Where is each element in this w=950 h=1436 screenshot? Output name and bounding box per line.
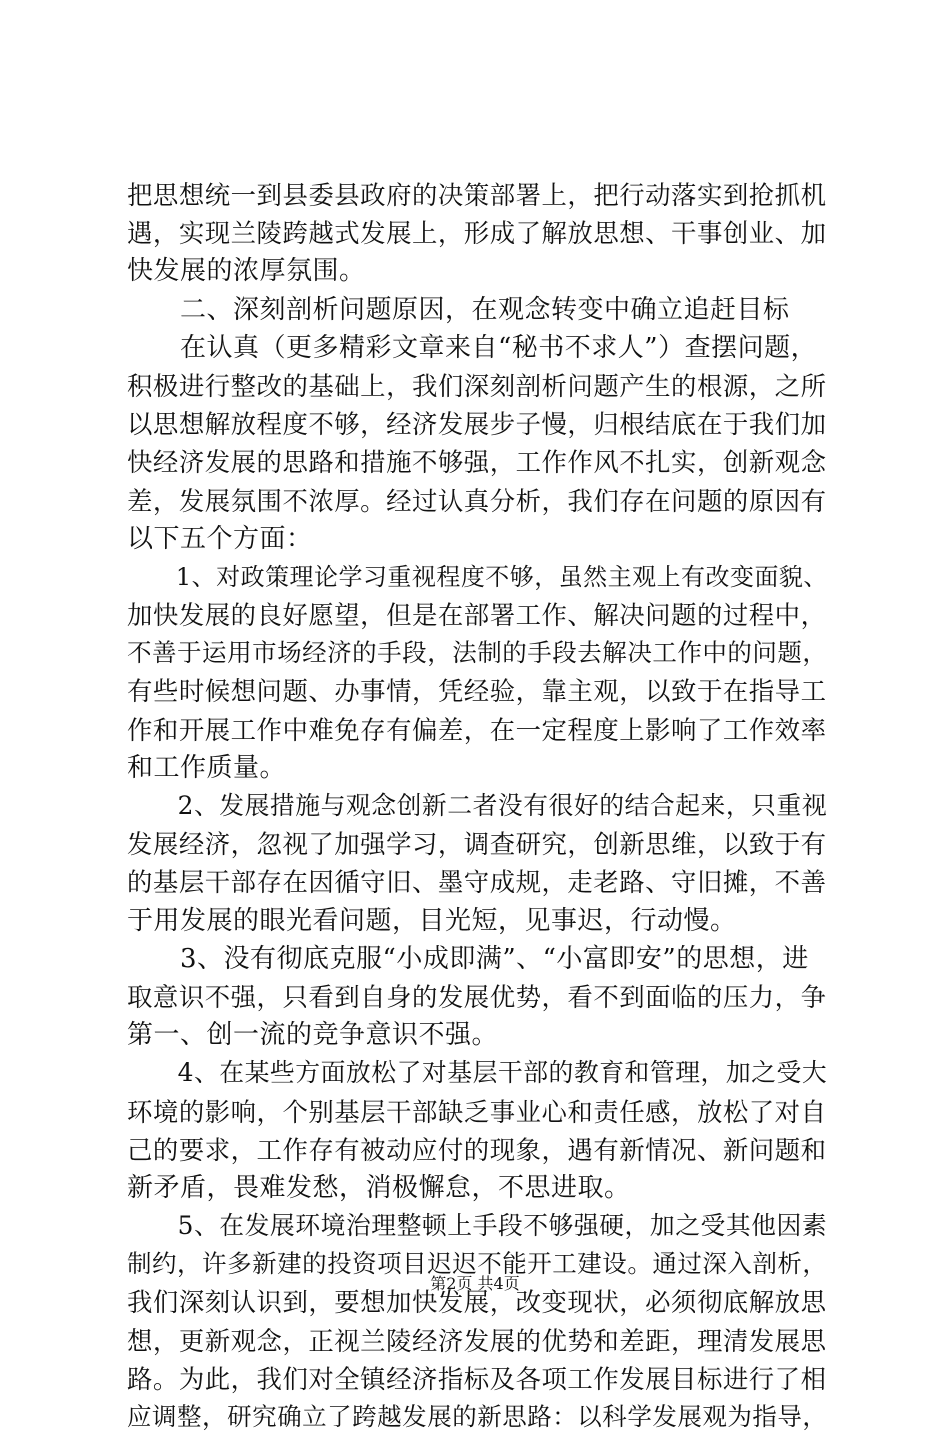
text-line: 以下五个方面： bbox=[127, 523, 313, 554]
text-line: 环境的影响，个别基层干部缺乏事业心和责任感，放松了对自 bbox=[127, 1096, 827, 1127]
text-line: 1、对政策理论学习重视程度不够，虽然主观上有改变面貌、 bbox=[127, 562, 828, 591]
text-line: 不善于运用市场经济的手段，法制的手段去解决工作中的问题， bbox=[127, 638, 828, 668]
text-line: 制约，许多新建的投资项目迟迟不能开工建设。通过深入剖析， bbox=[127, 1249, 828, 1279]
text-line: 在认真（更多精彩文章来自“秘书不求人”）查摆问题， bbox=[127, 332, 818, 363]
text-line: 5、在发展环境治理整顿上手段不够强硬，加之受其他因素 bbox=[127, 1211, 828, 1241]
text-line: 发展经济，忽视了加强学习，调查研究，创新思维，以致于有 bbox=[127, 829, 827, 860]
text-line: 作和开展工作中难免存有偏差，在一定程度上影响了工作效率 bbox=[127, 714, 827, 745]
text-line: 3、没有彻底克服“小成即满”、“小富即安”的思想，进 bbox=[127, 943, 809, 974]
text-line: 新矛盾，畏难发愁，消极懈怠，不思进取。 bbox=[127, 1172, 631, 1203]
text-line: 第一、创一流的竞争意识不强。 bbox=[127, 1020, 499, 1051]
page-footer: 第2页 共4页 bbox=[430, 1274, 520, 1293]
text-line: 二、深刻剖析问题原因，在观念转变中确立追赶目标 bbox=[127, 294, 790, 325]
text-line: 加快发展的良好愿望，但是在部署工作、解决问题的过程中， bbox=[127, 600, 827, 631]
text-line: 快发展的浓厚氛围。 bbox=[127, 256, 366, 287]
text-line: 以思想解放程度不够，经济发展步子慢，归根结底在于我们加 bbox=[127, 409, 827, 440]
text-line: 2、发展措施与观念创新二者没有很好的结合起来，只重视 bbox=[127, 791, 828, 820]
text-line: 遇，实现兰陵跨越式发展上，形成了解放思想、干事创业、加 bbox=[127, 218, 827, 249]
text-line: 己的要求，工作存有被动应付的现象，遇有新情况、新问题和 bbox=[127, 1134, 827, 1165]
text-line: 差，发展氛围不浓厚。经过认真分析，我们存在问题的原因有 bbox=[127, 485, 827, 516]
text-line: 和工作质量。 bbox=[127, 752, 287, 783]
text-line: 快经济发展的思路和措施不够强，工作作风不扎实，创新观念 bbox=[127, 447, 827, 478]
text-line: 4、在某些方面放松了对基层干部的教育和管理，加之受大 bbox=[127, 1058, 828, 1088]
text-line: 路。为此，我们对全镇经济指标及各项工作发展目标进行了相 bbox=[127, 1363, 827, 1394]
document-body bbox=[127, 176, 827, 1436]
text-line: 取意识不强，只看到自身的发展优势，看不到面临的压力，争 bbox=[127, 981, 827, 1012]
text-line: 想，更新观念，正视兰陵经济发展的优势和差距，理清发展思 bbox=[127, 1325, 827, 1356]
text-line: 应调整，研究确立了跨越发展的新思路：以科学发展观为指导， bbox=[127, 1402, 828, 1431]
text-line: 有些时候想问题、办事情，凭经验，靠主观，以致于在指导工 bbox=[127, 676, 827, 707]
text-line: 把思想统一到县委县政府的决策部署上，把行动落实到抢抓机 bbox=[127, 180, 827, 210]
text-line: 于用发展的眼光看问题，目光短，见事迟，行动慢。 bbox=[127, 905, 737, 936]
text-line: 积极进行整改的基础上，我们深刻剖析问题产生的根源，之所 bbox=[127, 370, 827, 401]
text-line: 的基层干部存在因循守旧、墨守成规，走老路、守旧摊，不善 bbox=[127, 867, 827, 898]
text-line: 我们深刻认识到，要想加快发展，改变现状，必须彻底解放思 bbox=[127, 1287, 827, 1318]
